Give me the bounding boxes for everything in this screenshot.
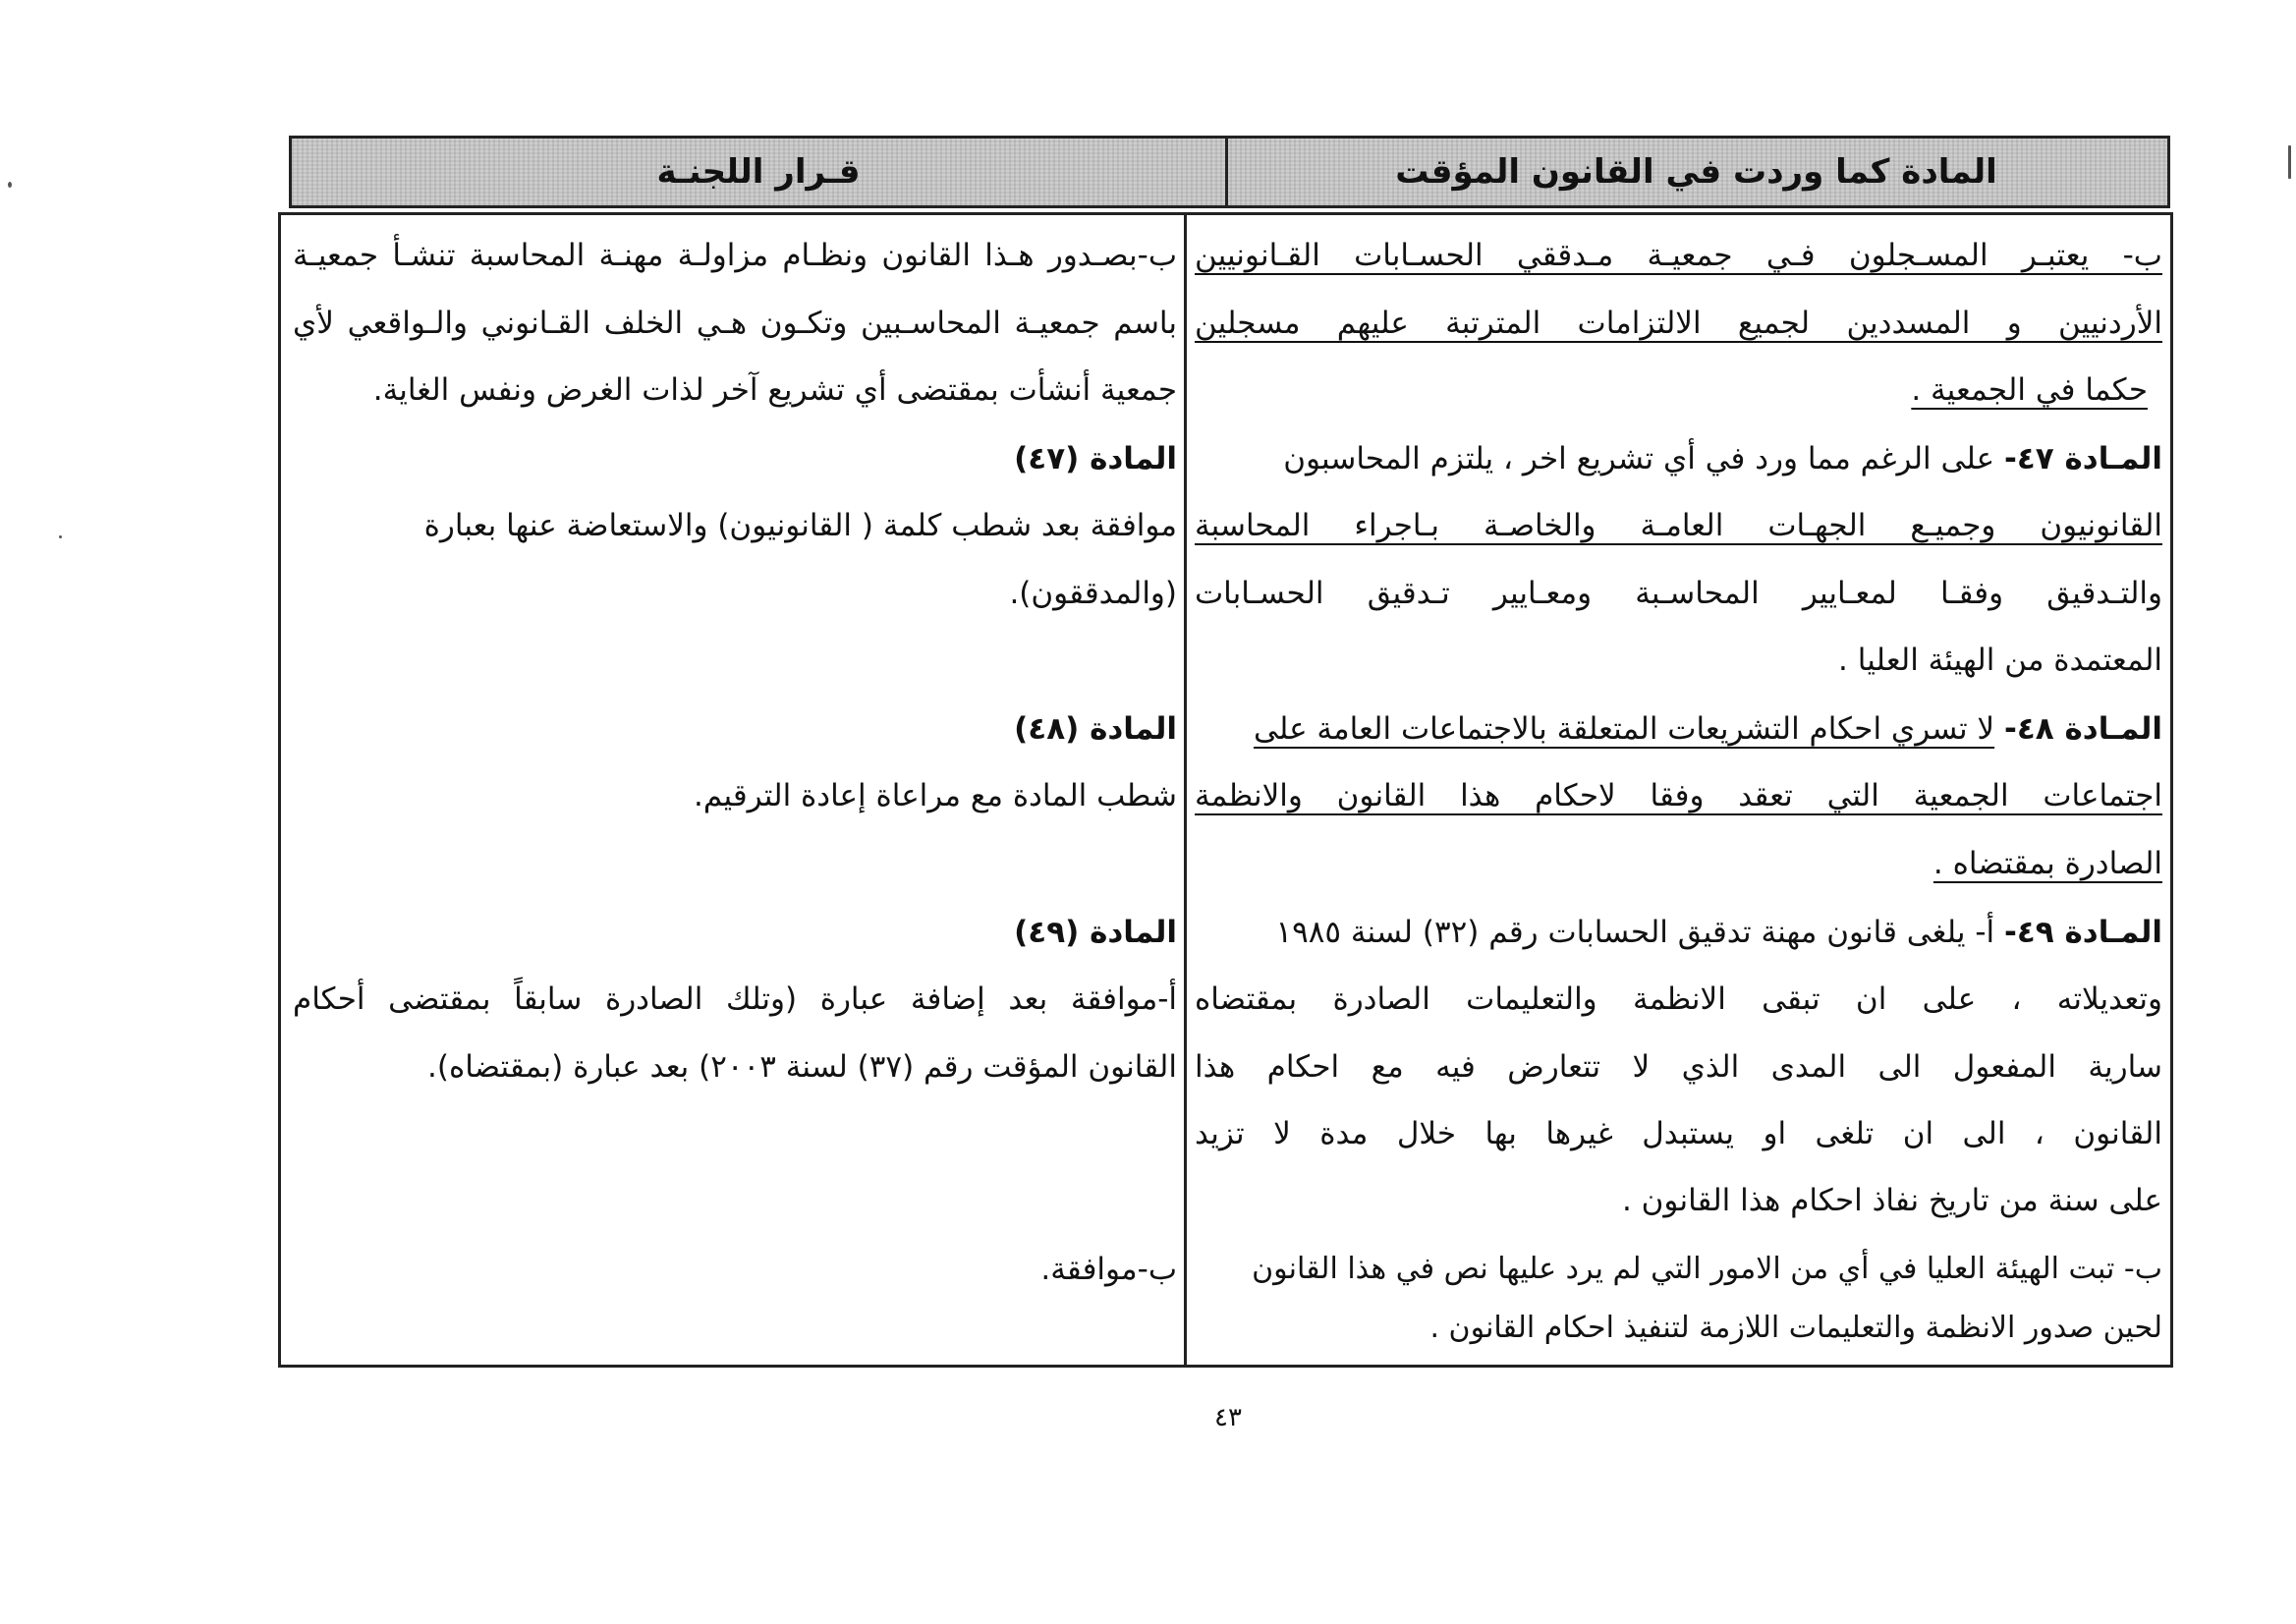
article-49-line-5: على سنة من تاريخ نفاذ احكام هذا القانون . (1621, 1183, 2162, 1218)
article-49-b-line-1: ب- تبت الهيئة العليا في أي من الامور التي لم يرد عليها نص في هذا القانون (1252, 1252, 2162, 1286)
article-47-label: المـادة ٤٧- (2003, 441, 2162, 476)
article-47-line-2-text: القانونيون وجميـع الجهـات العامـة والخاصـة بـاجراء المحاسبة (1195, 508, 2162, 543)
decision-b-line-2: باسم جمعيـة المحاسـبين وتكـون هـي الخلف القـانوني والـواقعي لأي (293, 306, 1177, 341)
article-48-line-2: اجتماعات الجمعية التي تعقد وفقا لاحكام هذا القانون والانظمة (1195, 778, 2162, 813)
scan-speck (8, 182, 12, 188)
article-47-line-1: على الرغم مما ورد في أي تشريع اخر ، يلتزم المحاسبون (1283, 441, 1995, 476)
article-47-row-1 (1195, 426, 2162, 491)
decision-b-line-1: ب-بصـدور هـذا القانون ونظـام مزاولـة مهنـة المحاسبة تنشـأ جمعيـة (293, 238, 1177, 273)
decision-article-47-label: المادة (٤٧) (1014, 441, 1177, 476)
article-47-line-2 (1195, 493, 2162, 558)
article-47-line-4: المعتمدة من الهيئة العليا . (1838, 643, 2162, 678)
article-47-line-3: والتـدقيق وفقـا لمعـايير المحاسـبة ومعـايير تـدقيق الحسـابات (1195, 576, 2162, 611)
article-b-line-3-wrap (1195, 358, 2148, 422)
article-b-line-1: ب- يعتبـر المسـجلون فـي جمعيـة مـدققي الحسـابات القـانونيين (1195, 238, 2162, 273)
article-48-label: المـادة ٤٨- (2003, 711, 2162, 747)
article-48-row-1 (1195, 697, 2162, 761)
article-49-b-line-2: لحين صدور الانظمة والتعليمات اللازمة لتنفيذ احكام القانون . (1429, 1311, 2162, 1345)
decision-article-49-b-line: ب-موافقة. (1040, 1252, 1177, 1287)
article-49-row-1 (1195, 900, 2162, 965)
article-49-line-4: القانون ، الى ان تلغى او يستبدل غيرها بها خلال مدة لا تزيد (1195, 1116, 2162, 1151)
article-48-line-3: الصادرة بمقتضاه . (1932, 846, 2162, 881)
decision-article-49-label: المادة (٤٩) (1014, 915, 1177, 950)
decision-b-line-3: جمعية أنشأت بمقتضى أي تشريع آخر لذات الغرض ونفس الغاية. (372, 372, 1177, 408)
decision-article-48-label: المادة (٤٨) (1014, 711, 1177, 747)
article-48-line-3-wrap (1195, 831, 2162, 896)
header-title-original-article: المادة كما وردت في القانون المؤقت (1395, 152, 1997, 192)
article-49-line-2: وتعديلاته ، على ان تبقى الانظمة والتعليمات الصادرة بمقتضاه (1195, 981, 2162, 1017)
article-b-line-2: الأردنيين و المسددين لجميع الالتزامات المترتبة عليهم مسجلين (1195, 306, 2162, 341)
article-b-line-3: حكما في الجمعية . (1911, 372, 2148, 408)
article-49-line-3: سارية المفعول الى المدى الذي لا تتعارض فيه مع احكام هذا (1195, 1049, 2162, 1085)
scan-mark (2288, 145, 2291, 179)
decision-article-47-line-2: (والمدققون). (1009, 576, 1177, 611)
scan-speck (59, 535, 62, 538)
article-49-line-1: أ- يلغى قانون مهنة تدقيق الحسابات رقم (٣٢) لسنة ١٩٨٥ (1275, 915, 1995, 950)
article-49-label: المـادة ٤٩- (2003, 915, 2162, 950)
header-title-committee-decision: قـرار اللجنـة (656, 152, 861, 192)
decision-article-49-line-1: أ-موافقة بعد إضافة عبارة (وتلك الصادرة سابقاً بمقتضى أحكام (293, 981, 1177, 1017)
table-body (278, 212, 2173, 1368)
column-divider (1184, 215, 1187, 1365)
decision-article-49-line-2: القانون المؤقت رقم (٣٧) لسنة ٢٠٠٣) بعد عبارة (بمقتضاه). (427, 1049, 1177, 1085)
decision-article-48-line-1: شطب المادة مع مراعاة إعادة الترقيم. (694, 778, 1177, 813)
table-header-row (289, 136, 2170, 208)
header-cell-committee-decision (292, 139, 1228, 205)
decision-article-47-line-1: موافقة بعد شطب كلمة ( القانونيون) والاستعاضة عنها بعبارة (423, 508, 1177, 543)
article-48-line-1: لا تسري احكام التشريعات المتعلقة بالاجتماعات العامة على (1253, 711, 1995, 747)
header-cell-original-article (1225, 139, 2167, 205)
page-number: ٤٣ (1214, 1403, 1242, 1432)
